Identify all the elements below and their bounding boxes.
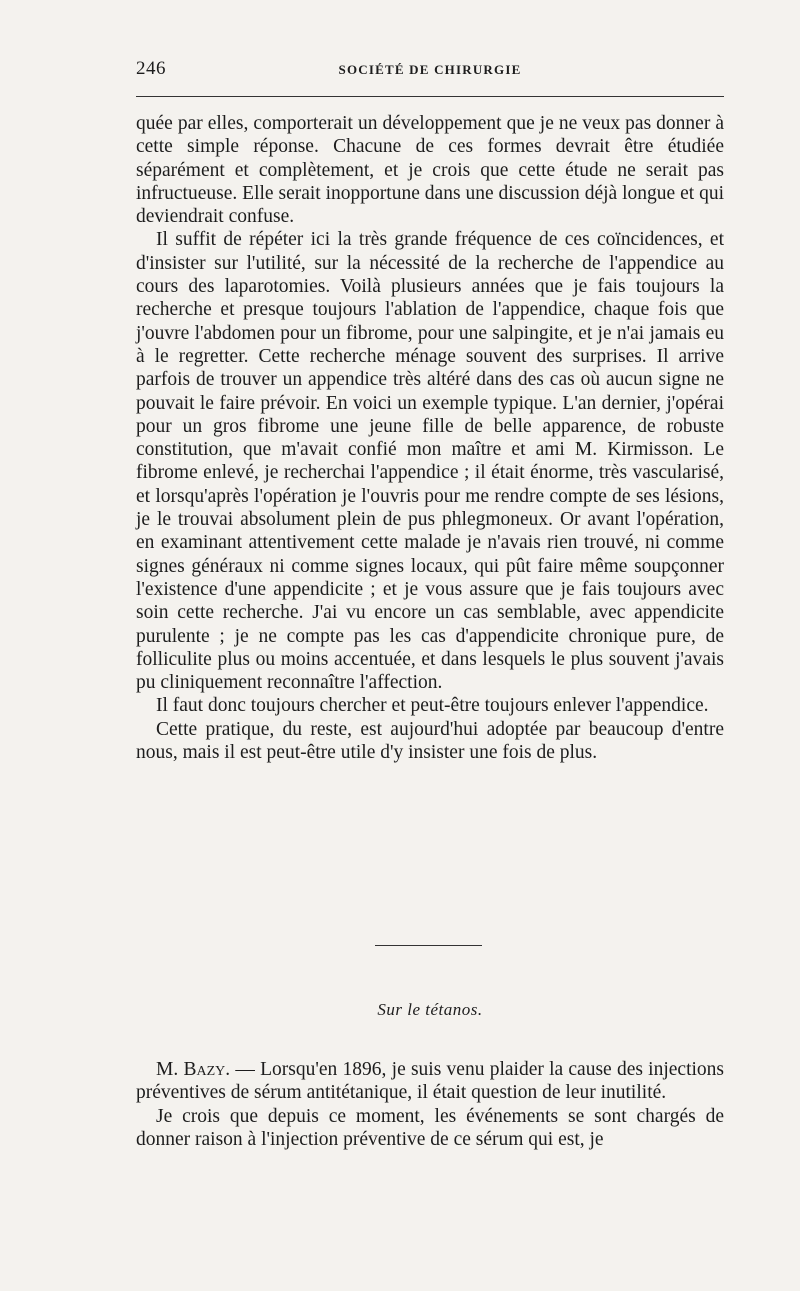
paragraph-continuation: quée par elles, comporterait un développement que je ne veux pas donner à cette simple réponse. Chacune de ces formes devrait être étudiée séparément et complètement, et je crois que cette étude ne serait pas infructueuse. Elle serait inopportune dans une discussion déjà longue et qui deviendrait confuse. [136,113,724,228]
page-number: 246 [136,58,166,79]
paragraph-text: Lorsqu'en 1896, je suis venu plaider la cause des injections préventives de sérum antitétanique, il était question de leur inutilité. [136,1059,725,1104]
paragraph: Il suffit de répéter ici la très grande fréquence de ces coïncidences, et d'insister sur l'utilité, sur la nécessité de la recherche de l'appendice au cours des laparotomies. Voilà plusieurs années que je fais toujours la recherche et presque toujours l'ablation de l'appendice, chaque fois que j'ouvre l'abdomen pour un fibrome, pour une salpingite, et je n'ai jamais eu à le regretter. Cette recherche ménage souvent des surprises. Il arrive parfois de trouver un appendice très altéré dans des cas où aucun signe ne pouvait le faire prévoir. En voici un exemple typique. L'an dernier, j'opérai pour un gros fibrome une jeune fille de belle apparence, de robuste constitution, que m'avait confié mon maître et ami M. Kirmisson. Le fibrome enlevé, je recherchai l'appendice ; il était énorme, très vascularisé, et lorsqu'après l'opération je l'ouvris pour me rendre compte de ses lésions, je le trouvai absolument plein de pus phlegmoneux. Or avant l'opération, en examinant attentivement cette malade je n'avais rien trouvé, ni comme signes généraux ni comme signes locaux, qui pût faire même soupçonner l'existence d'une appendicite ; et je vous assure que je fais toujours avec soin cette recherche. J'ai vu encore un cas semblable, avec appendicite purulente ; je ne compte pas les cas d'appendicite chronique pure, de folliculite plus ou moins accentuée, et dans lesquels le plus souvent j'avais pu cliniquement reconnaître l'affection. [136,229,724,694]
body-text [136,112,724,764]
speaker-dash: — [230,1059,261,1080]
section-divider [375,945,482,946]
section-title: Sur le tétanos. [377,1000,483,1019]
paragraph: Cette pratique, du reste, est aujourd'hui adoptée par beaucoup d'entre nous, mais il est peut-être utile d'y insister une fois de plus. [136,718,724,764]
running-head: SOCIÉTÉ DE CHIRURGIE [338,62,522,77]
paragraph: Je crois que depuis ce moment, les événements se sont chargés de donner raison à l'injection préventive de ce sérum qui est, je [136,1105,724,1150]
speaker-name: M. Bazy. [156,1059,231,1080]
page-header [136,58,724,82]
header-rule [136,96,724,97]
paragraph: Il faut donc toujours chercher et peut-être toujours enlever l'appendice. [156,695,709,717]
section-body [136,1058,724,1151]
paragraph [136,1058,724,1105]
